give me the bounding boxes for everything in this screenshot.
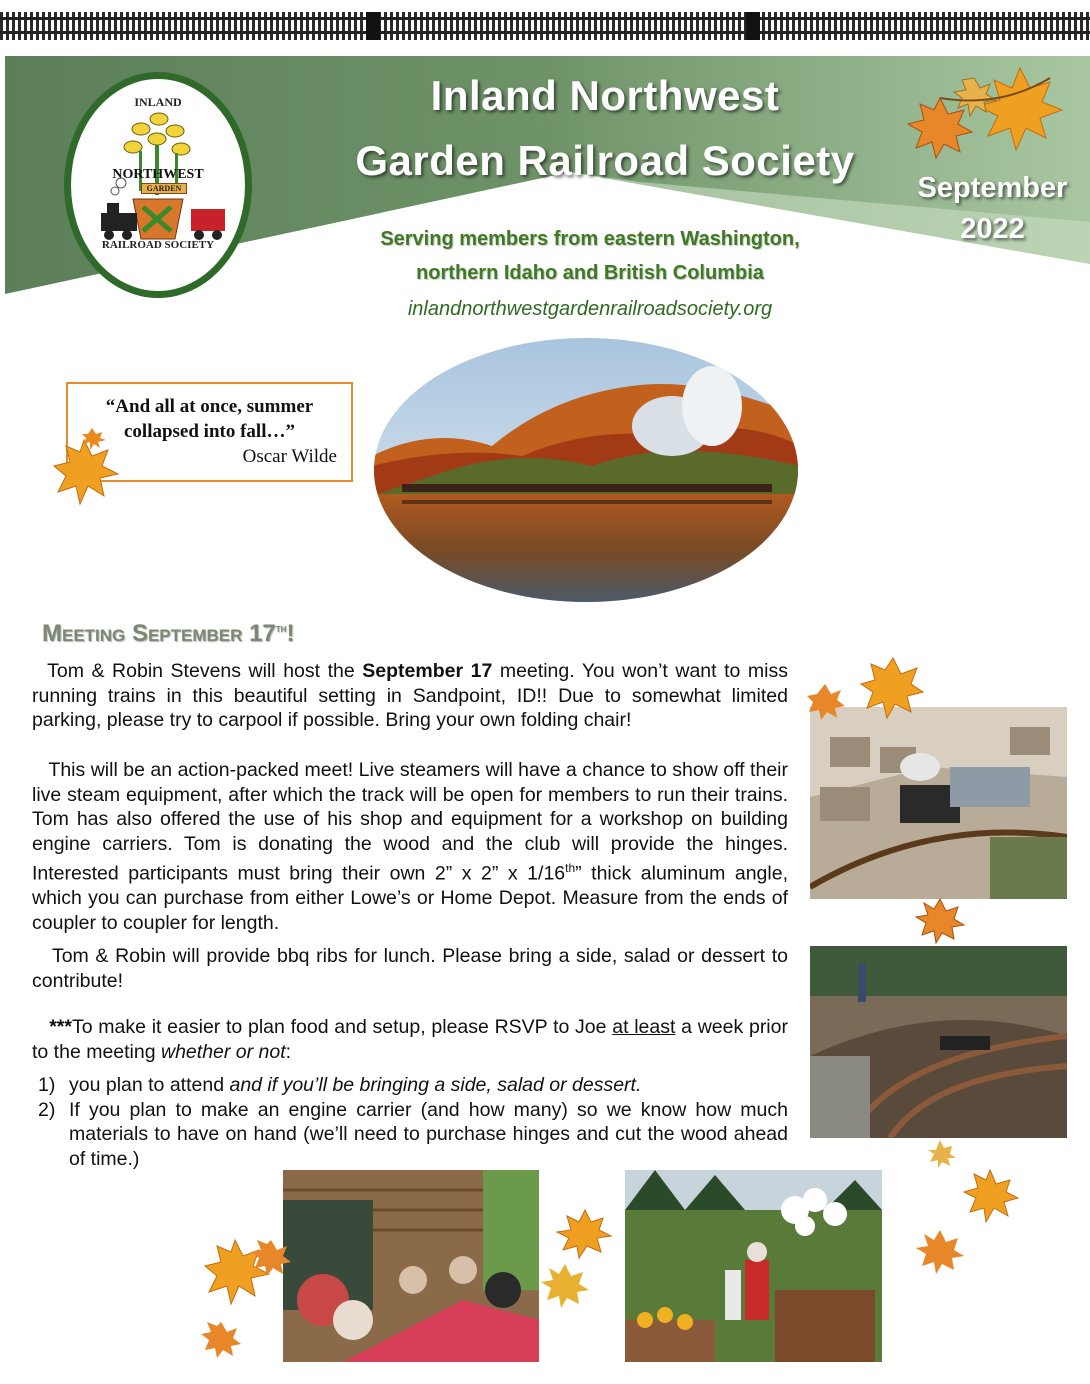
society-logo <box>64 72 252 298</box>
p1-bold: September 17 <box>362 660 493 682</box>
list-item <box>38 1073 788 1098</box>
p4-text-b: a week prior to the meeting <box>32 1016 788 1063</box>
p4-text-c: : <box>285 1040 292 1063</box>
p1-text-a: Tom & Robin Stevens will host the <box>47 660 363 682</box>
maple-leaf-icon <box>195 1230 295 1360</box>
quote-line-2: collapsed into fall…” <box>123 421 295 442</box>
maple-leaf-icon <box>805 650 925 720</box>
maple-leaf-icon <box>900 1140 1030 1280</box>
heading-end: ! <box>286 620 295 647</box>
meeting-heading <box>42 620 294 648</box>
paragraph-4 <box>32 1015 788 1064</box>
quote-line-1: “And all at once, summer <box>105 396 314 417</box>
railroad-track-border <box>0 0 1090 52</box>
serving-text <box>340 222 840 290</box>
quote-author: Oscar Wilde <box>242 446 337 467</box>
title-line-1: Inland Northwest <box>430 72 780 119</box>
p2-text-b: ” thick aluminum angle, which you can purchase from either Lowe’s or Home Depot. Measure from the ends of coupler to coupler for length. <box>32 862 788 934</box>
list-number: 2) <box>38 1098 56 1121</box>
serving-line-1: Serving members from eastern Washington, <box>380 228 800 250</box>
p4-underline: at least <box>612 1016 676 1038</box>
serving-line-2: northern Idaho and British Columbia <box>416 262 764 284</box>
list-text: If you plan to make an engine carrier (and how many) so we know how much materials to have on hand (we’ll need to purchase hinges and cut the wood ahead of time.) <box>69 1098 788 1170</box>
garden-visitors-photo <box>625 1170 882 1362</box>
website-link[interactable]: inlandnorthwestgardenrailroadsociety.org <box>407 298 773 320</box>
paragraph-2 <box>32 758 788 935</box>
title-line-2: Garden Railroad Society <box>355 137 855 184</box>
p4-stars: *** <box>49 1016 72 1038</box>
maple-leaves-decoration <box>900 58 1075 168</box>
issue-month: September <box>917 172 1068 204</box>
list-italic: and if you’ll be bringing a side, salad or dessert. <box>229 1074 642 1096</box>
logo-top-text: INLAND <box>134 95 182 109</box>
heading-sup: th <box>275 621 287 635</box>
lunch-gathering-photo <box>283 1170 539 1362</box>
list-item <box>38 1098 788 1172</box>
p1-text-b: meeting. You won’t want to miss running trains in this beautiful setting in Sandpoint, ID!! Due to somewhat limited parking, please try to carpool if possible. Bring your own folding chair! <box>32 660 788 731</box>
rsvp-list <box>38 1073 788 1171</box>
issue-year: 2022 <box>960 213 1025 245</box>
garden-track-layout-photo <box>810 946 1067 1138</box>
p3-text: Tom & Robin will provide bbq ribs for lunch. Please bring a side, salad or dessert to contribute! <box>32 945 788 992</box>
logo-bottom-text: RAILROAD SOCIETY <box>101 239 215 251</box>
paragraph-3 <box>32 944 788 993</box>
logo-badge-text: GARDEN <box>141 183 187 194</box>
maple-leaf-icon <box>52 420 122 510</box>
p4-italic: whether or not <box>161 1040 286 1063</box>
heading-main: Meeting September 17 <box>42 620 276 647</box>
paragraph-1 <box>32 659 788 733</box>
logo-mid-text: NORTHWEST <box>112 167 204 182</box>
maple-leaf-icon <box>535 1200 625 1310</box>
p2-text-a: This will be an action-packed meet! Live steamers will have a chance to show off their live steam equipment, after which the track will be open for members to run their trains. Tom has also offered the use of his shop and equipment for a workshop on building engine carriers. Tom is donating the wood and the club will provide the hinges. Interested participants must bring their own 2” x 2” x 1/16 <box>32 759 788 885</box>
p4-text-a: To make it easier to plan food and setup, please RSVP to Joe <box>71 1016 613 1038</box>
autumn-train-photo <box>372 336 800 604</box>
live-steam-train-photo <box>810 707 1067 899</box>
list-text: you plan to attend <box>69 1074 230 1096</box>
list-number: 1) <box>38 1074 56 1096</box>
maple-leaf-icon <box>900 895 980 945</box>
p2-sup: th <box>565 861 576 875</box>
